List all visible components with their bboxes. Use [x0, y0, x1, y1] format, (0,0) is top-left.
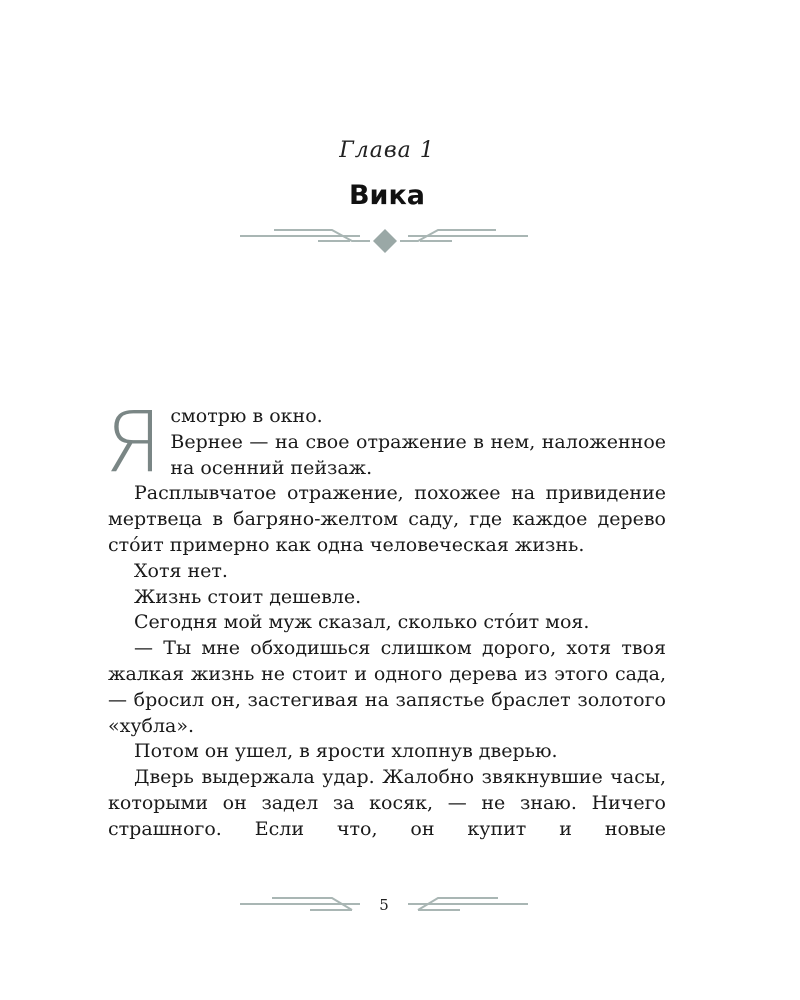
paragraph-3: Расплывчатое отражение, похожее на привидение мертвеца в багряно-желтом саду, где каждое дерево сто́ит примерно как одна человеческая жизнь. — [108, 482, 666, 556]
chapter-title: Вика — [348, 180, 426, 211]
ornament-diamond — [373, 229, 397, 253]
chapter-label: Глава 1 — [339, 138, 435, 163]
paragraph-8: Потом он ушел, в ярости хлопнув дверью. — [134, 740, 558, 763]
paragraph-2: Вернее — на свое отражение в нем, наложенное на осенний пейзаж. — [170, 430, 666, 479]
drop-cap: Я — [104, 393, 163, 491]
paragraph-7: — Ты мне обходишься слишком дорого, хотя твоя жалкая жизнь не стоит и одного дерева из этого сада, — бросил он, застегивая на запястье браслет золотого «хубла». — [108, 637, 666, 737]
chapter-ornament — [240, 228, 530, 256]
paragraph-1: смотрю в окно. — [170, 405, 323, 427]
paragraph-6: Сегодня мой муж сказал, сколько сто́ит моя. — [134, 611, 590, 634]
body-text — [104, 393, 666, 843]
paragraph-4: Хотя нет. — [134, 559, 228, 582]
paragraph-5: Жизнь стоит дешевле. — [134, 585, 362, 608]
page-number: 5 — [379, 896, 389, 914]
paragraph-9: Дверь выдержала удар. Жалобно звякнувшие часы, которыми он задел за косяк, — не знаю. Ничего страшного. Если что, он купит и новые — [108, 766, 666, 840]
